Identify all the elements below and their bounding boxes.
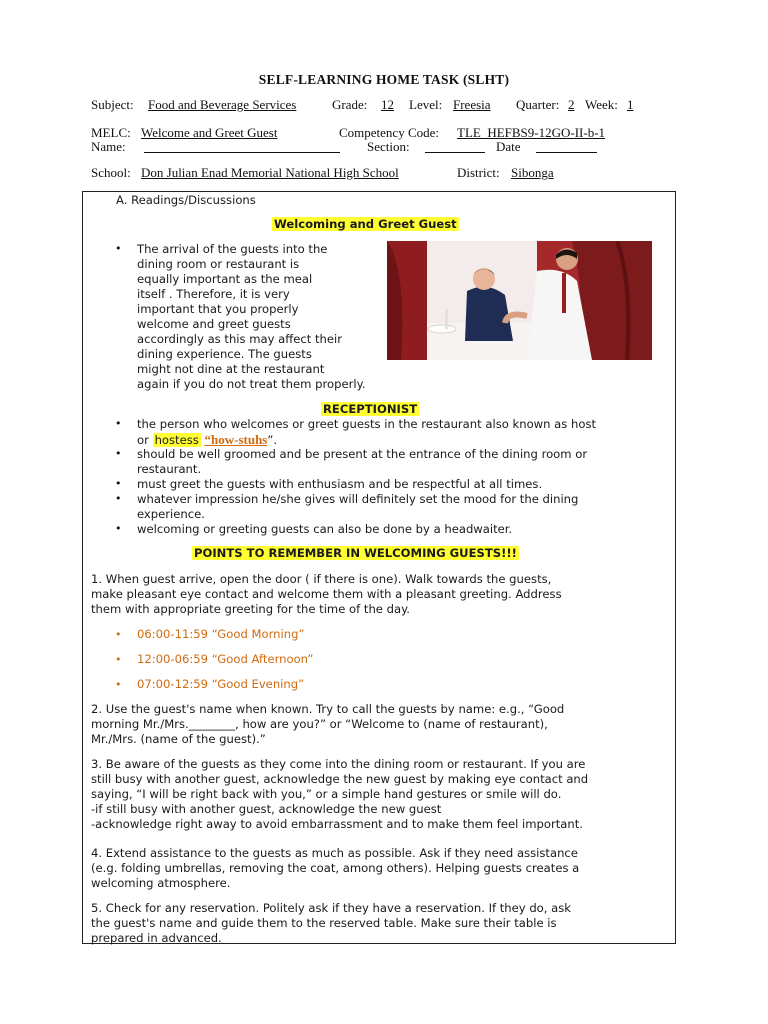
- p2-line: Mr./Mrs. (name of the guest).”: [91, 732, 266, 746]
- p3-line: -if still busy with another guest, acknowledge the new guest: [91, 802, 442, 816]
- greeting-evening: 07:00-12:59 “Good Evening”: [137, 677, 305, 691]
- district-value: Sibonga: [511, 165, 554, 180]
- p4-line: 4. Extend assistance to the guests as much as possible. Ask if they need assistance: [91, 846, 578, 860]
- melc-label: MELC:: [91, 125, 131, 140]
- restaurant-greeting-photo: [387, 241, 652, 360]
- subject-label: Subject:: [91, 97, 134, 112]
- bullet-icon: •: [115, 628, 122, 641]
- bullet-icon: •: [115, 417, 122, 430]
- bullet-icon: •: [115, 242, 122, 255]
- competency-value: TLE_HEFBS9-12GO-II-b-1: [457, 125, 606, 140]
- grade-value: 12: [381, 97, 394, 112]
- p5-line: 5. Check for any reservation. Politely ask if they have a reservation. If they do, ask: [91, 901, 572, 915]
- p4-line: welcoming atmosphere.: [91, 876, 231, 890]
- bullet-icon: •: [115, 522, 122, 535]
- page-title: SELF-LEARNING HOME TASK (SLHT): [258, 72, 510, 87]
- p1-line: them with appropriate greeting for the time of the day.: [91, 602, 410, 616]
- school-value: Don Julian Enad Memorial National High School: [141, 165, 399, 180]
- bullet-icon: •: [115, 477, 122, 490]
- p2-line: 2. Use the guest's name when known. Try to call the guests by name: e.g., “Good: [91, 702, 565, 716]
- school-label: School:: [91, 165, 131, 180]
- intro-line: welcome and greet guests: [137, 317, 291, 331]
- name-label: Name:: [91, 139, 126, 154]
- quarter-label: Quarter:: [516, 97, 560, 112]
- receptionist-b5: welcoming or greeting guests can also be done by a headwaiter.: [137, 522, 513, 536]
- quarter-value: 2: [568, 97, 575, 112]
- receptionist-b2-line2: restaurant.: [137, 462, 202, 476]
- p4-line: (e.g. folding umbrellas, removing the coat, among others). Helping guests creates a: [91, 861, 580, 875]
- receptionist-b1-line1: the person who welcomes or greet guests in the restaurant also known as host: [137, 417, 597, 431]
- greeting-afternoon: 12:00-06:59 “Good Afternoon”: [137, 652, 314, 666]
- p5-line: prepared in advanced.: [91, 931, 222, 945]
- level-value: Freesia: [453, 97, 491, 112]
- bullet-icon: •: [115, 653, 122, 666]
- p1-line: make pleasant eye contact and welcome them with a pleasant greeting. Address: [91, 587, 562, 601]
- date-line: [536, 152, 597, 153]
- intro-line: dining experience. The guests: [137, 347, 312, 361]
- p2-line: morning Mr./Mrs.________, how are you?” or “Welcome to (name of restaurant),: [91, 717, 548, 731]
- week-value: 1: [627, 97, 634, 112]
- intro-line: itself . Therefore, it is very: [137, 287, 290, 301]
- section-line: [425, 152, 485, 153]
- melc-value: Welcome and Greet Guest: [141, 125, 278, 140]
- subject-value: Food and Beverage Services: [148, 97, 297, 112]
- receptionist-b2-line1: should be well groomed and be present at the entrance of the dining room or: [137, 447, 588, 461]
- intro-line: dining room or restaurant is: [137, 257, 300, 271]
- intro-line: again if you do not treat them properly.: [137, 377, 366, 391]
- receptionist-b3: must greet the guests with enthusiasm and be respectful at all times.: [137, 477, 543, 491]
- bullet-icon: •: [115, 492, 122, 505]
- points-heading: POINTS TO REMEMBER IN WELCOMING GUESTS!!!: [194, 546, 517, 560]
- p3-line: saying, “I will be right back with you,” or a simple hand gestures or smile will do.: [91, 787, 562, 801]
- receptionist-b4-line1: whatever impression he/she gives will definitely set the mood for the dining: [137, 492, 579, 506]
- receptionist-b4-line2: experience.: [137, 507, 205, 521]
- p5-line: the guest's name and guide them to the reserved table. Make sure their table is: [91, 916, 557, 930]
- section-a-heading: A. Readings/Discussions: [116, 193, 256, 207]
- intro-line: important that you properly: [137, 302, 299, 316]
- section-label: Section:: [367, 139, 410, 154]
- p1-line: 1. When guest arrive, open the door ( if there is one). Walk towards the guests,: [91, 572, 552, 586]
- week-label: Week:: [585, 97, 618, 112]
- p3-line: -acknowledge right away to avoid embarrassment and to make them feel important.: [91, 817, 583, 831]
- greeting-morning: 06:00-11:59 “Good Morning”: [137, 627, 305, 641]
- p3-line: still busy with another guest, acknowledge the new guest by making eye contact and: [91, 772, 589, 786]
- receptionist-b1-line2: or hostess “how-stuhs”.: [137, 432, 278, 447]
- intro-line: might not dine at the restaurant: [137, 362, 325, 376]
- bullet-icon: •: [115, 678, 122, 691]
- bullet-icon: •: [115, 447, 122, 460]
- intro-line: The arrival of the guests into the: [137, 242, 328, 256]
- grade-label: Grade:: [332, 97, 368, 112]
- competency-label: Competency Code:: [339, 125, 440, 140]
- welcome-heading: Welcoming and Greet Guest: [274, 217, 457, 231]
- name-line: [144, 152, 340, 153]
- level-label: Level:: [409, 97, 443, 112]
- district-label: District:: [457, 165, 500, 180]
- date-label: Date: [496, 139, 521, 154]
- intro-line: equally important as the meal: [137, 272, 313, 286]
- receptionist-heading: RECEPTIONIST: [323, 402, 418, 416]
- p3-line: 3. Be aware of the guests as they come into the dining room or restaurant. If you are: [91, 757, 586, 771]
- intro-line: accordingly as this may affect their: [137, 332, 343, 346]
